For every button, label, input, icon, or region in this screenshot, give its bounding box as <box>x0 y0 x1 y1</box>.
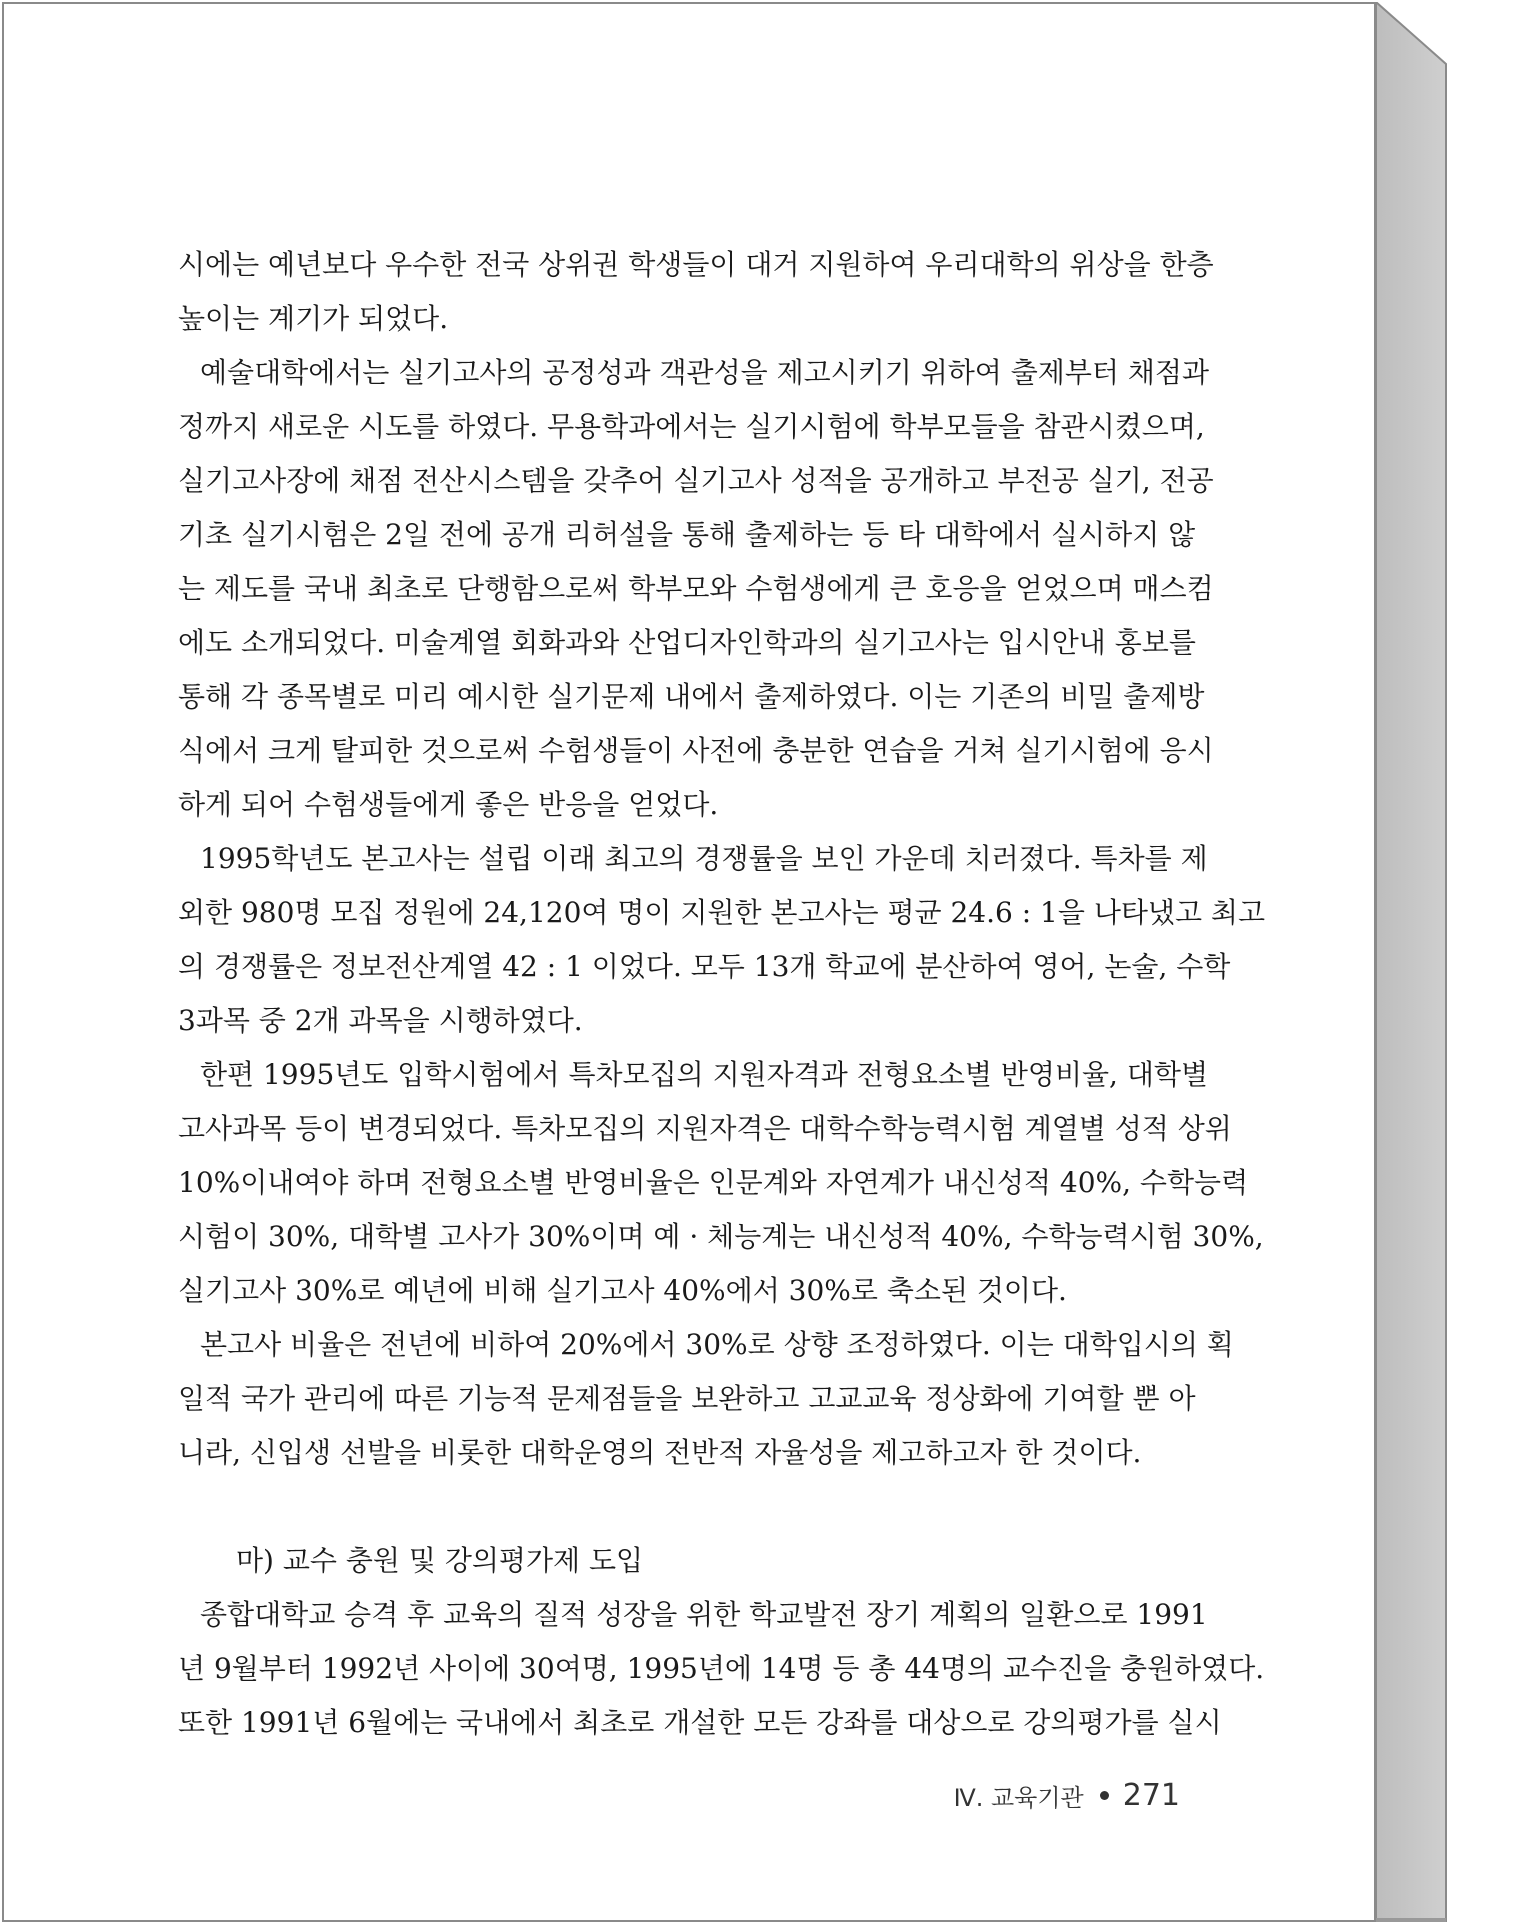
section-heading: 마) 교수 충원 및 강의평가제 도입 <box>236 1544 644 1577</box>
text-line: 실기고사 30%로 예년에 비해 실기고사 40%에서 30%로 축소된 것이다. <box>178 1274 1067 1307</box>
text-line: 니라, 신입생 선발을 비롯한 대학운영의 전반적 자율성을 제고하고자 한 것이다. <box>178 1436 1142 1469</box>
text-line: 통해 각 종목별로 미리 예시한 실기문제 내에서 출제하였다. 이는 기존의 비밀 출제방 <box>178 680 1205 713</box>
text-line: 또한 1991년 6월에는 국내에서 최초로 개설한 모든 강좌를 대상으로 강의평가를 실시 <box>178 1706 1222 1739</box>
text-line: 의 경쟁률은 정보전산계열 42 : 1 이었다. 모두 13개 학교에 분산하여 영어, 논술, 수학 <box>178 950 1231 983</box>
text-line: 높이는 계기가 되었다. <box>178 302 449 335</box>
text-line: 예술대학에서는 실기고사의 공정성과 객관성을 제고시키기 위하여 출제부터 채점과 <box>200 356 1209 389</box>
text-line: 기초 실기시험은 2일 전에 공개 리허설을 통해 출제하는 등 타 대학에서 실시하지 않 <box>178 518 1196 551</box>
text-line: 년 9월부터 1992년 사이에 30여명, 1995년에 14명 등 총 44명의 교수진을 충원하였다. <box>178 1652 1265 1685</box>
text-line: 시험이 30%, 대학별 고사가 30%이며 예 · 체능계는 내신성적 40%, 수학능력시험 30%, <box>178 1220 1264 1253</box>
page-body <box>178 238 1266 1750</box>
text-line: 외한 980명 모집 정원에 24,120여 명이 지원한 본고사는 평균 24.6 : 1을 나타냈고 최고 <box>178 896 1266 929</box>
text-line: 일적 국가 관리에 따른 기능적 문제점들을 보완하고 고교교육 정상화에 기여할 뿐 아 <box>178 1382 1196 1415</box>
text-line: 시에는 예년보다 우수한 전국 상위권 학생들이 대거 지원하여 우리대학의 위상을 한층 <box>178 248 1214 281</box>
page-footer <box>950 1770 1180 1820</box>
text-line: 하게 되어 수험생들에게 좋은 반응을 얻었다. <box>178 788 719 821</box>
footer-section-title: Ⅳ. 교육기관 <box>953 1783 1084 1812</box>
page-number: 271 <box>1122 1777 1180 1813</box>
text-line: 1995학년도 본고사는 설립 이래 최고의 경쟁률을 보인 가운데 치러졌다. 특차를 제 <box>200 842 1208 875</box>
text-line: 정까지 새로운 시도를 하였다. 무용학과에서는 실기시험에 학부모들을 참관시켰으며, <box>178 410 1205 443</box>
section-gap <box>178 1480 1176 1534</box>
bullet-dot-icon <box>1100 1791 1109 1800</box>
text-line: 종합대학교 승격 후 교육의 질적 성장을 위한 학교발전 장기 계획의 일환으로 1991 <box>200 1598 1208 1631</box>
text-line: 3과목 중 2개 과목을 시행하였다. <box>178 1004 583 1037</box>
text-line: 에도 소개되었다. 미술계열 회화과와 산업디자인학과의 실기고사는 입시안내 홍보를 <box>178 626 1196 659</box>
text-line: 고사과목 등이 변경되었다. 특차모집의 지원자격은 대학수학능력시험 계열별 성적 상위 <box>178 1112 1232 1145</box>
text-line: 10%이내여야 하며 전형요소별 반영비율은 인문계와 자연계가 내신성적 40%, 수학능력 <box>178 1166 1249 1199</box>
text-line: 는 제도를 국내 최초로 단행함으로써 학부모와 수험생에게 큰 호응을 얻었으며 매스컴 <box>178 572 1214 605</box>
text-line: 식에서 크게 탈피한 것으로써 수험생들이 사전에 충분한 연습을 거쳐 실기시험에 응시 <box>178 734 1214 767</box>
text-line: 실기고사장에 채점 전산시스템을 갖추어 실기고사 성적을 공개하고 부전공 실기, 전공 <box>178 464 1214 497</box>
book-spine-decoration <box>1376 2 1518 1922</box>
text-line: 한편 1995년도 입학시험에서 특차모집의 지원자격과 전형요소별 반영비율, 대학별 <box>200 1058 1209 1091</box>
text-line: 본고사 비율은 전년에 비하여 20%에서 30%로 상향 조정하였다. 이는 대학입시의 획 <box>200 1328 1234 1361</box>
